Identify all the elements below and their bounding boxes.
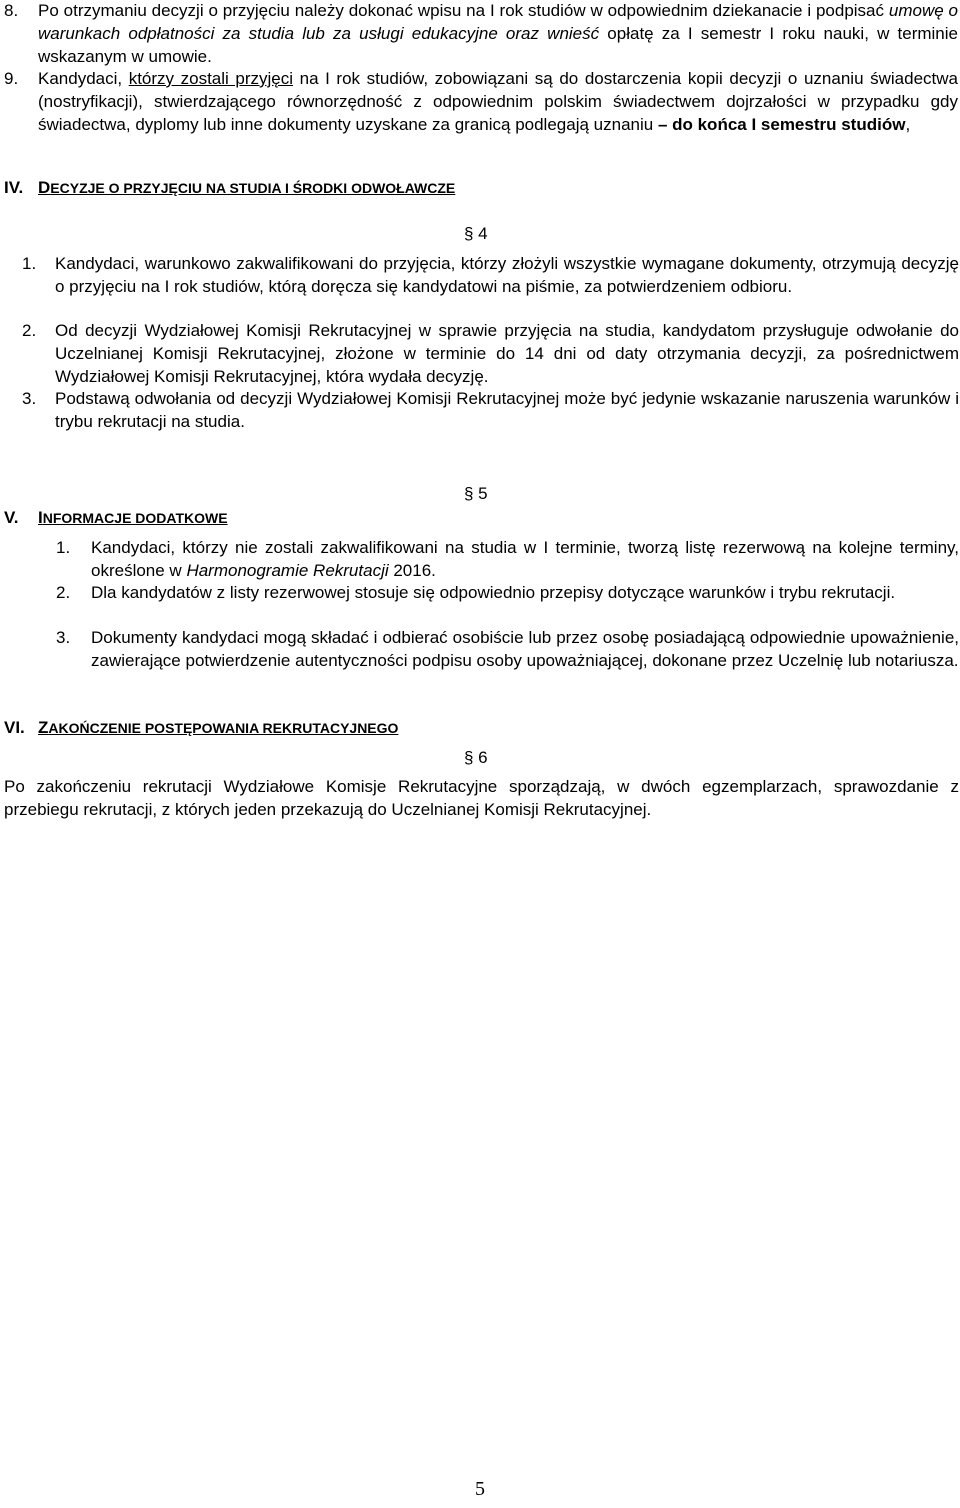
closing-paragraph: Po zakończeniu rekrutacji Wydziałowe Komisje Rekrutacyjne sporządzają, w dwóch egzemplarzach, sprawozdanie z przebiegu rekrutacji, z których jeden przekazują do Uczelnianej Komisji Rekrutacyjnej. [4,777,959,819]
item-number: 2. [56,583,71,602]
item-number: 3. [56,628,71,647]
section-roman-numeral: V. [4,508,19,527]
item-text: Kandydaci, warunkowo zakwalifikowani do przyjęcia, którzy złożyli wszystkie wymagane dokumenty, otrzymują decyzję o przyjęciu na I rok studiów, którą doręcza się kandydatowi na piśmie, za potwierdzeniem odbioru. [55,254,959,296]
item-text: Dla kandydatów z listy rezerwowej stosuje się odpowiednio przepisy dotyczące warunków i trybu rekrutacji. [91,583,896,602]
page-number: 5 [475,1478,485,1500]
item-text: Po otrzymaniu decyzji o przyjęciu należy dokonać wpisu na I rok studiów w odpowiednim dziekanacie i podpisać umowę o warunkach odpłatności za studia lub za usługi edukacyjne oraz wnieść opłatę za I semestr I roku nauki, w terminie wskazanym w umowie. [38,1,958,66]
item-text: Od decyzji Wydziałowej Komisji Rekrutacyjnej w sprawie przyjęcia na studia, kandydatom przysługuje odwołanie do Uczelnianej Komisji Rekrutacyjnej, złożone w terminie do 14 dni od daty otrzymania decyzji, za pośrednictwem Wydziałowej Komisji Rekrutacyjnej, która wydała decyzję. [55,321,959,386]
item-number: 1. [56,538,71,557]
section-title: ZAKOŃCZENIE POSTĘPOWANIA REKRUTACYJNEGO [38,718,399,737]
item-text: Dokumenty kandydaci mogą składać i odbierać osobiście lub przez osobę posiadającą odpowiednie upoważnienie, zawierające potwierdzenie autentyczności podpisu osoby upoważniającej, dokonane przez Uczelnię lub notariusza. [91,628,959,670]
item-text: Podstawą odwołania od decyzji Wydziałowej Komisji Rekrutacyjnej może być jedynie wskazanie naruszenia warunków i trybu rekrutacji na studia. [55,389,959,431]
paragraph-marker: § 4 [464,224,488,243]
item-number: 8. [4,1,19,20]
item-number: 2. [22,321,37,340]
section-title: DECYZJE O PRZYJĘCIU NA STUDIA I ŚRODKI ODWOŁAWCZE [38,178,456,197]
section-roman-numeral: IV. [4,178,24,197]
item-text: Kandydaci, którzy nie zostali zakwalifikowani na studia w I terminie, tworzą listę rezerwową na kolejne terminy, określone w Harmonogramie Rekrutacji 2016. [91,538,959,580]
paragraph-marker: § 5 [464,484,488,503]
item-text: Kandydaci, którzy zostali przyjęci na I rok studiów, zobowiązani są do dostarczenia kopii decyzji o uznaniu świadectwa (nostryfikacji), stwierdzającego równorzędność z odpowiednim polskim świadectwem dojrzałości w przypadku gdy świadectwa, dyplomy lub inne dokumenty uzyskane za granicą podlegają uznaniu – do końca I semestru studiów, [38,69,958,134]
item-number: 3. [22,389,37,408]
section-title: INFORMACJE DODATKOWE [38,508,228,527]
item-number: 9. [4,69,19,88]
section-roman-numeral: VI. [4,718,25,737]
paragraph-marker: § 6 [464,748,488,767]
item-number: 1. [22,254,37,273]
